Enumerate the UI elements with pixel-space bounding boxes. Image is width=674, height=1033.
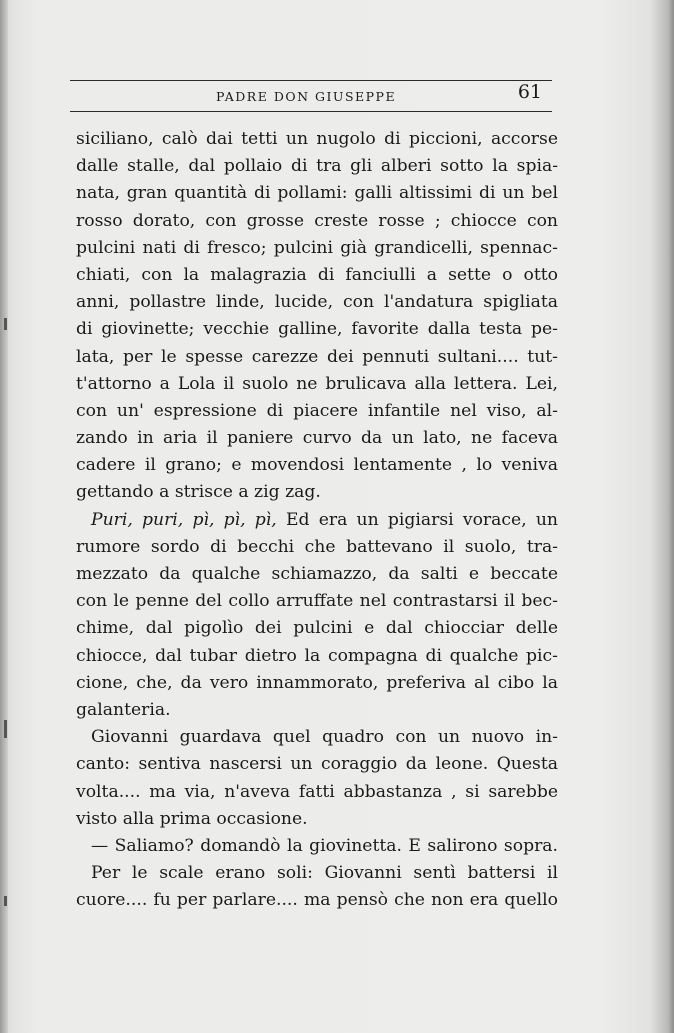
header-rule-top — [70, 80, 552, 81]
text-line: chime, dal pigolìo dei pulcini e dal chiocciar delle — [76, 618, 558, 639]
text-line: nata, gran quantità di pollami: galli altissimi di un bel — [76, 183, 558, 204]
text-line: cadere il grano; e movendosi lentamente , lo veniva — [76, 455, 558, 476]
text-line: dalle stalle, dal pollaio di tra gli alberi sotto la spia- — [76, 156, 558, 177]
text-line: mezzato da qualche schiamazzo, da salti e beccate — [76, 564, 558, 584]
text-line: Per le scale erano soli: Giovanni sentì battersi il — [91, 863, 558, 884]
text-line: cuore.... fu per parlare.... ma pensò che non era quello — [76, 890, 558, 911]
body-text — [76, 126, 558, 914]
text-line: di giovinette; vecchie galline, favorite dalla testa pe- — [76, 319, 558, 340]
margin-scan-mark — [4, 896, 7, 906]
text-line: cione, che, da vero innammorato, preferiva al cibo la — [76, 672, 558, 693]
italic-onomatopoeia: Puri, puri, pì, pì, pì, — [91, 509, 277, 530]
text-line: galanteria. — [76, 699, 171, 720]
text-line: siciliano, calò dai tetti un nugolo di piccioni, accorse — [76, 129, 558, 149]
margin-scan-mark — [4, 318, 7, 330]
header-rule-bottom — [70, 111, 552, 112]
running-title: PADRE DON GIUSEPPE — [216, 89, 397, 104]
text-line: — Saliamo? domandò la giovinetta. E salirono sopra. — [91, 835, 558, 856]
margin-scan-mark — [4, 720, 7, 738]
text-line: gettando a strisce a zig zag. — [76, 482, 321, 503]
text-line: Giovanni guardava quel quadro con un nuovo in- — [91, 727, 558, 748]
text-line: rosso dorato, con grosse creste rosse ; chiocce con — [76, 210, 558, 231]
text-line-with-italic — [76, 507, 558, 534]
binding-edge — [0, 0, 8, 1033]
text-line: chiati, con la malagrazia di fanciulli a sette o otto — [76, 264, 558, 285]
page-number: 61 — [517, 81, 542, 103]
text-line: con un' espressione di piacere infantile nel viso, al- — [76, 400, 558, 421]
text-line: lata, per le spesse carezze dei pennuti sultani.... tut- — [76, 346, 558, 367]
text-line: chiocce, dal tubar dietro la compagna di qualche pic- — [76, 645, 558, 666]
running-head — [70, 81, 552, 108]
text-line: anni, pollastre linde, lucide, con l'andatura spigliata — [76, 292, 558, 313]
text-line: zando in aria il paniere curvo da un lato, ne faceva — [76, 428, 558, 449]
text-line: t'attorno a Lola il suolo ne brulicava alla lettera. Lei, — [76, 373, 558, 394]
text-line: pulcini nati di fresco; pulcini già grandicelli, spennac- — [76, 237, 558, 258]
text-span: Ed era un pigiarsi vorace, un — [276, 509, 558, 530]
text-line: canto: sentiva nascersi un coraggio da leone. Questa — [76, 754, 558, 775]
text-line: visto alla prima occasione. — [76, 808, 308, 829]
text-line: rumore sordo di becchi che battevano il suolo, tra- — [76, 536, 558, 557]
text-line: volta.... ma via, n'aveva fatti abbastanza , si sarebbe — [76, 781, 558, 802]
text-line: con le penne del collo arruffate nel contrastarsi il bec- — [76, 591, 558, 612]
